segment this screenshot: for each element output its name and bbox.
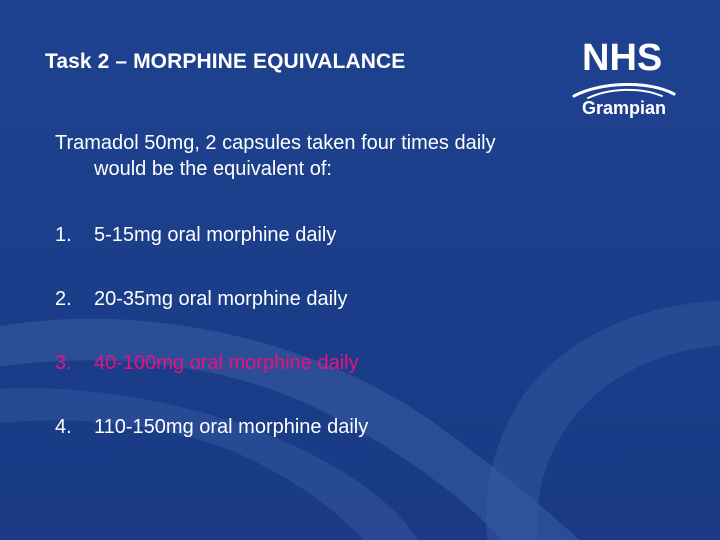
answer-option (55, 222, 368, 286)
question-text (55, 130, 655, 182)
option-number: 1. (55, 224, 72, 246)
option-text: 110-150mg oral morphine daily (94, 416, 369, 438)
question-line-2: would be the equivalent of: (94, 158, 332, 180)
answer-option-highlighted (55, 350, 368, 414)
option-text: 40-100mg oral morphine daily (94, 352, 359, 374)
logo-nhs-text: NHS (582, 37, 663, 79)
answer-option (55, 414, 368, 478)
option-number: 4. (55, 416, 72, 438)
logo-swoosh-icon (570, 74, 678, 100)
nhs-grampian-logo (570, 38, 678, 124)
question-line-1: Tramadol 50mg, 2 capsules taken four times daily (55, 132, 496, 154)
slide-title: Task 2 – MORPHINE EQUIVALANCE (45, 50, 406, 73)
option-text: 5-15mg oral morphine daily (94, 224, 337, 246)
option-number: 2. (55, 288, 72, 310)
answer-options (55, 222, 368, 478)
option-text: 20-35mg oral morphine daily (94, 288, 348, 310)
option-number: 3. (55, 352, 72, 374)
answer-option (55, 286, 368, 350)
logo-region-text: Grampian (582, 98, 667, 118)
